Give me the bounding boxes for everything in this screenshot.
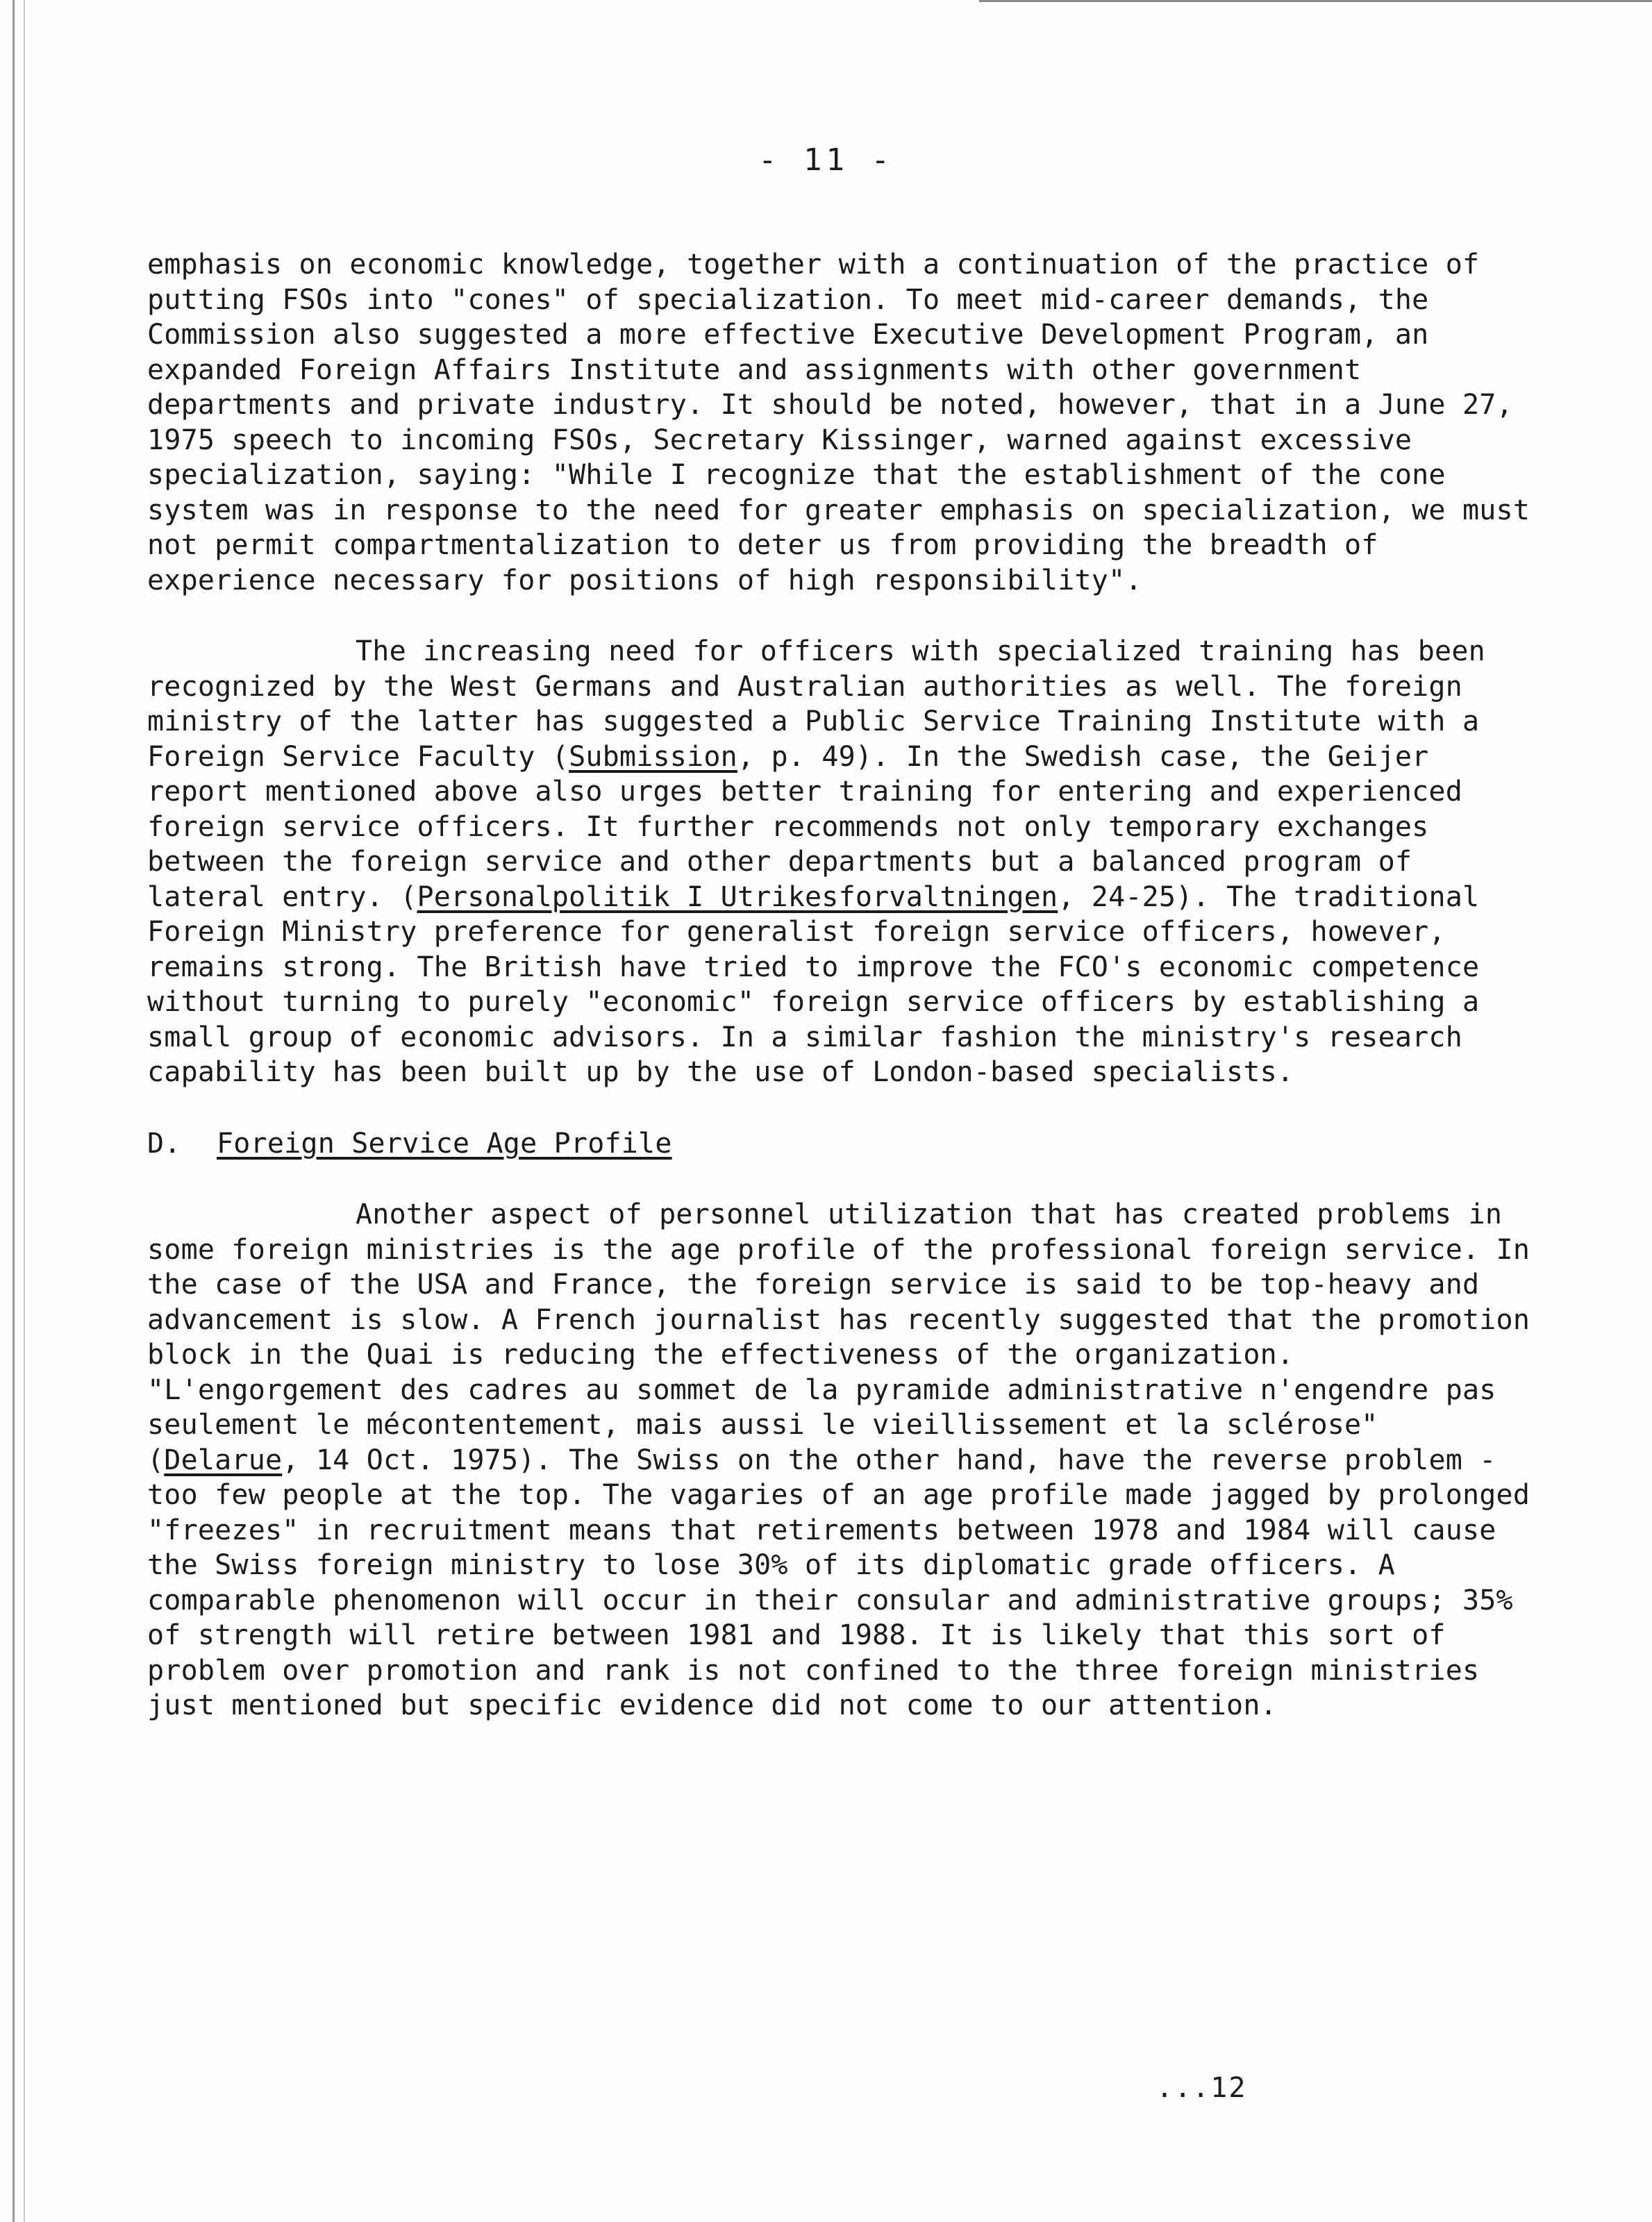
paragraph-2 (147, 634, 1543, 1090)
paragraph-2-text-c: , 24-25). The traditional Foreign Ministry preference for generalist foreign service officers, however, remains strong. The British have tried to improve the FCO's economic competence without turning to purely "economic" foreign service officers by establishing a small group of economic advisors. In a similar fashion the ministry's research capability has been built up by the use of London-based specialists. (147, 880, 1480, 1088)
section-title: Foreign Service Age Profile (217, 1127, 672, 1160)
scan-edge-top (979, 0, 1652, 2)
scan-edge-left (12, 0, 15, 2222)
paragraph-3-text-a: Another aspect of personnel utilization that has created problems in some foreign ministries is the age profile of the professional foreign service. In the case of the USA and France, the foreign service is said to be top-heavy and advancement is slow. A French journalist has recently suggested that the promotion block in the Quai is reducing the effectiveness of the organization. "L'engorgement des cadres au sommet de la pyramide administrative n'engendre pas seulement le mécontentement, mais aussi le vieillissement et la sclérose" ( (147, 1198, 1530, 1476)
page-number: - 11 - (758, 142, 894, 178)
paragraph-3-text-b: , 14 Oct. 1975). The Swiss on the other hand, have the reverse problem - too few people at the top. The vagaries of an age profile made jagged by prolonged "freezes" in recruitment means that retirements between 1978 and 1984 will cause the Swiss foreign ministry to lose 30% of its diplomatic grade officers. A comparable phenomenon will occur in their consular and administrative groups; 35% of strength will retire between 1981 and 1988. It is likely that this sort of problem over promotion and rank is not confined to the three foreign ministries just mentioned but specific evidence did not come to our attention. (147, 1444, 1530, 1721)
reference-submission: Submission (569, 740, 737, 773)
scan-edge-left-inner (24, 0, 25, 2222)
reference-personalpolitik: Personalpolitik I Utrikesforvaltningen (417, 880, 1058, 913)
paragraph-gap (147, 1161, 1543, 1197)
paragraph-gap (147, 1090, 1543, 1126)
continuation-marker: ...12 (1156, 2072, 1247, 2104)
paragraph-gap (147, 598, 1543, 634)
paragraph-1: emphasis on economic knowledge, together with a continuation of the practice of putting FSOs into "cones" of specialization. To meet mid-career demands, the Commission also suggested a more effective Executive Development Program, an expanded Foreign Affairs Institute and assignments with other government departments and private industry. It should be noted, however, that in a June 27, 1975 speech to incoming FSOs, Secretary Kissinger, warned against excessive specialization, saying: "While I recognize that the establishment of the cone system was in response to the need for greater emphasis on specialization, we must not permit compartmentalization to deter us from providing the breadth of experience necessary for positions of high responsibility". (147, 249, 1530, 596)
paragraph-2-text-b: , p. 49). In the Swedish case, the Geijer report mentioned above also urges better training for entering and experienced foreign service officers. It further recommends not only temporary exchanges between the foreign service and other departments but a balanced program of lateral entry. ( (147, 740, 1462, 913)
section-letter: D. (147, 1127, 181, 1160)
section-heading (147, 1126, 1543, 1162)
body-text (147, 247, 1543, 1723)
paragraph-3 (147, 1197, 1543, 1723)
reference-delarue: Delarue (164, 1444, 283, 1476)
paragraph-2-text-a: The increasing need for officers with specialized training has been recognized by the West Germans and Australian authorities as well. The foreign ministry of the latter has suggested a Public Service Training Institute with a Foreign Service Faculty ( (147, 635, 1485, 773)
